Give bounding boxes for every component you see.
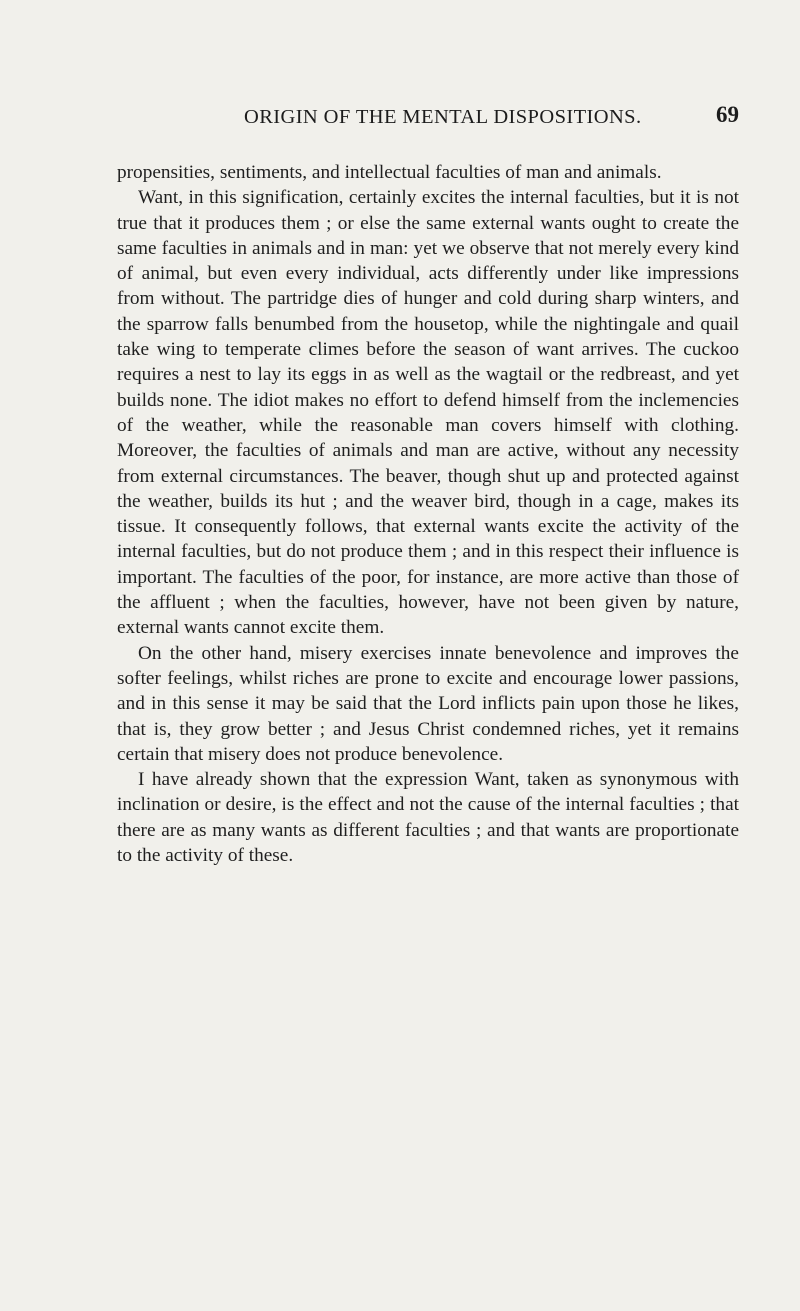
paragraph-misery: On the other hand, misery exercises innate benevolence and improves the softer feelings, whilst riches are prone to excite and encourage lower passions, and in this sense it may be said that the Lord inflicts pain upon those he likes, that is, they grow better ; and Jesus Christ condemned riches, yet it remains certain that misery does not produce benevolence. [117, 642, 739, 765]
running-head [117, 100, 739, 140]
paragraph-continuation: propensities, sentiments, and intellectual faculties of man and animals. [117, 162, 662, 183]
page-number: 69 [716, 102, 739, 127]
body-text [117, 160, 739, 868]
paragraph-conclusion: I have already shown that the expression Want, taken as synonymous with inclination or desire, is the effect and not the cause of the internal faculties ; that there are as many wants as different faculties ; and that wants are proportionate to the activity of these. [117, 769, 739, 867]
running-title: ORIGIN OF THE MENTAL DISPOSITIONS. [244, 106, 642, 128]
paragraph-want: Want, in this signification, certainly excites the internal faculties, but it is not true that it produces them ; or else the same external wants ought to create the same faculties in animals and in man: yet we observe that not merely every kind of animal, but even every individual, acts differently under like impressions from without. The partridge dies of hunger and cold during sharp winters, and the sparrow falls benumbed from the housetop, while the nightingale and quail take wing to temperate climes before the season of want arrives. The cuckoo requires a nest to lay its eggs in as well as the wagtail or the redbreast, and yet builds none. The idiot makes no effort to defend himself from the inclemencies of the weather, while the reasonable man covers himself with clothing. Moreover, the faculties of animals and man are active, without any necessity from external circumstances. The beaver, though shut up and protected against the weather, builds its hut ; and the weaver bird, though in a cage, makes its tissue. It consequently follows, that external wants excite the activity of the internal faculties, but do not produce them ; and in this respect their influence is important. The faculties of the poor, for instance, are more active than those of the affluent ; when the faculties, however, have not been given by nature, external wants cannot excite them. [117, 187, 739, 639]
